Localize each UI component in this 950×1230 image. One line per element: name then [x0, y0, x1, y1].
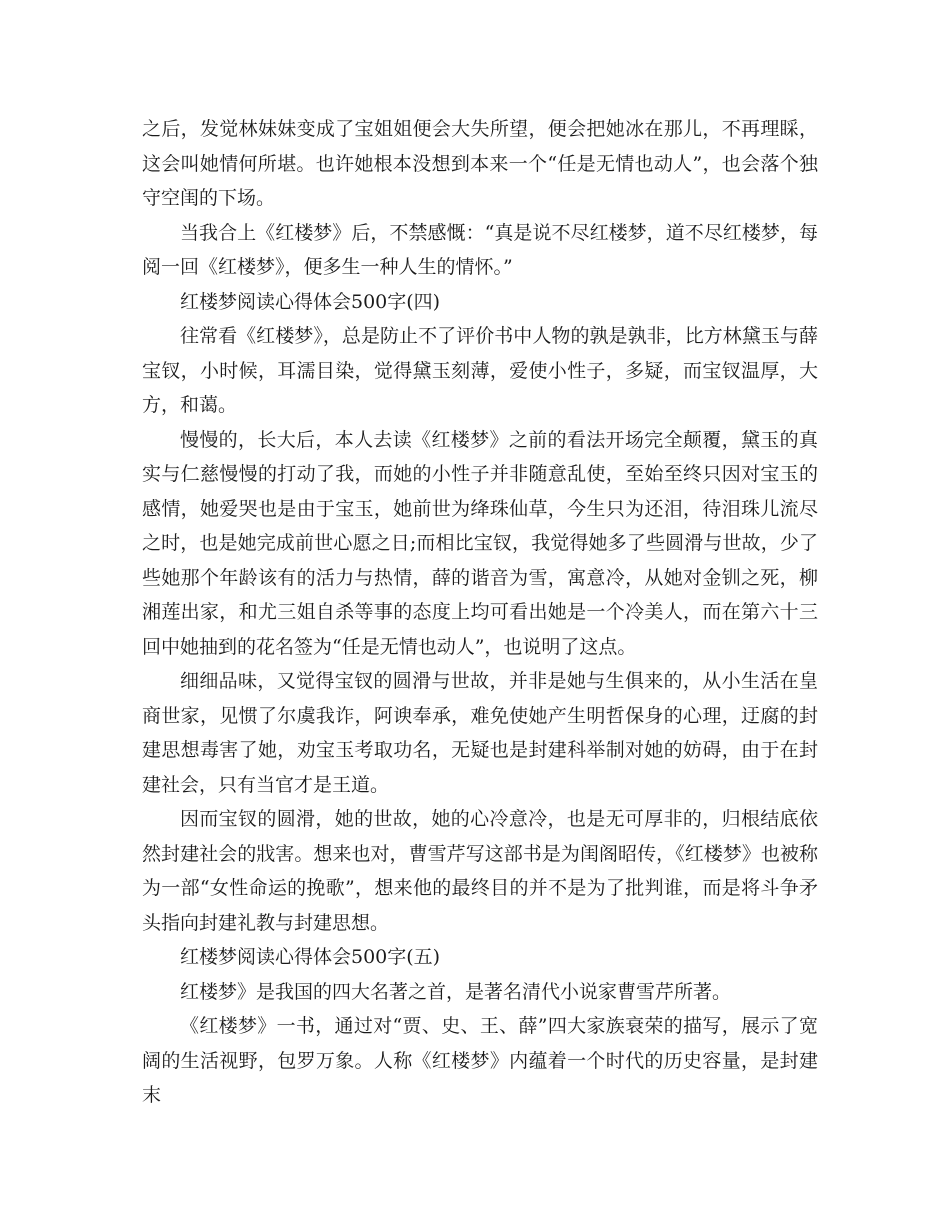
- paragraph: 红楼梦》是我国的四大名著之首，是著名清代小说家曹雪芹所著。: [180, 980, 732, 1003]
- section-heading: 红楼梦阅读心得体会500字(四): [180, 290, 441, 313]
- paragraph: 往常看《红楼梦》，总是防止不了评价书中人物的孰是孰非，比方林黛玉与薛宝钗，小时候，耳濡目染，觉得黛玉刻薄，爱使小性子，多疑，而宝钗温厚，大方，和蔼。: [142, 325, 818, 416]
- section-heading: 红楼梦阅读心得体会500字(五): [180, 946, 441, 968]
- paragraph: 因而宝钗的圆滑，她的世故，她的心冷意冷，也是无可厚非的，归根结底依然封建社会的戕害。想来也对，曹雪芹写这部书是为闺阁昭传，《红楼梦》也被称为一部“女性命运的挽歌”，想来他的最终目的并不是为了批判谁，而是将斗争矛头指向封建礼教与封建思想。: [142, 808, 818, 934]
- paragraph: 慢慢的，长大后，本人去读《红楼梦》之前的看法开场完全颠覆，黛玉的真实与仁慈慢慢的打动了我，而她的小性子并非随意乱使，至始至终只因对宝玉的感情，她爱哭也是由于宝玉，她前世为绛珠仙草，今生只为还泪，待泪珠儿流尽之时，也是她完成前世心愿之日;而相比宝钗，我觉得她多了些圆滑与世故，少了些她那个年龄该有的活力与热情，薛的谐音为雪，寓意冷，从她对金钏之死，柳湘莲出家，和尤三姐自杀等事的态度上均可看出她是一个冷美人，而在第六十三回中她抽到的花名签为“任是无情也动人”，也说明了这点。: [142, 428, 818, 658]
- paragraph: 之后，发觉林妹妹变成了宝姐姐便会大失所望，便会把她冰在那儿，不再理睬，这会叫她情何所堪。也许她根本没想到本来一个“任是无情也动人”，也会落个独守空闺的下场。: [142, 118, 818, 209]
- paragraph: 《红楼梦》一书，通过对“贾、史、王、薛”四大家族衰荣的描写，展示了宽阔的生活视野，包罗万象。人称《红楼梦》内蕴着一个时代的历史容量，是封建末: [142, 1015, 818, 1106]
- paragraph: 当我合上《红楼梦》后，不禁感慨：“真是说不尽红楼梦，道不尽红楼梦，每阅一回《红楼梦》，便多生一种人生的情怀。”: [142, 221, 818, 278]
- document-body: [142, 112, 818, 1113]
- paragraph: 细细品味，又觉得宝钗的圆滑与世故，并非是她与生俱来的，从小生活在皇商世家，见惯了尔虞我诈，阿谀奉承，难免使她产生明哲保身的心理，迂腐的封建思想毒害了她，劝宝玉考取功名，无疑也是封建科举制对她的妨碍，由于在封建社会，只有当官才是王道。: [142, 670, 818, 796]
